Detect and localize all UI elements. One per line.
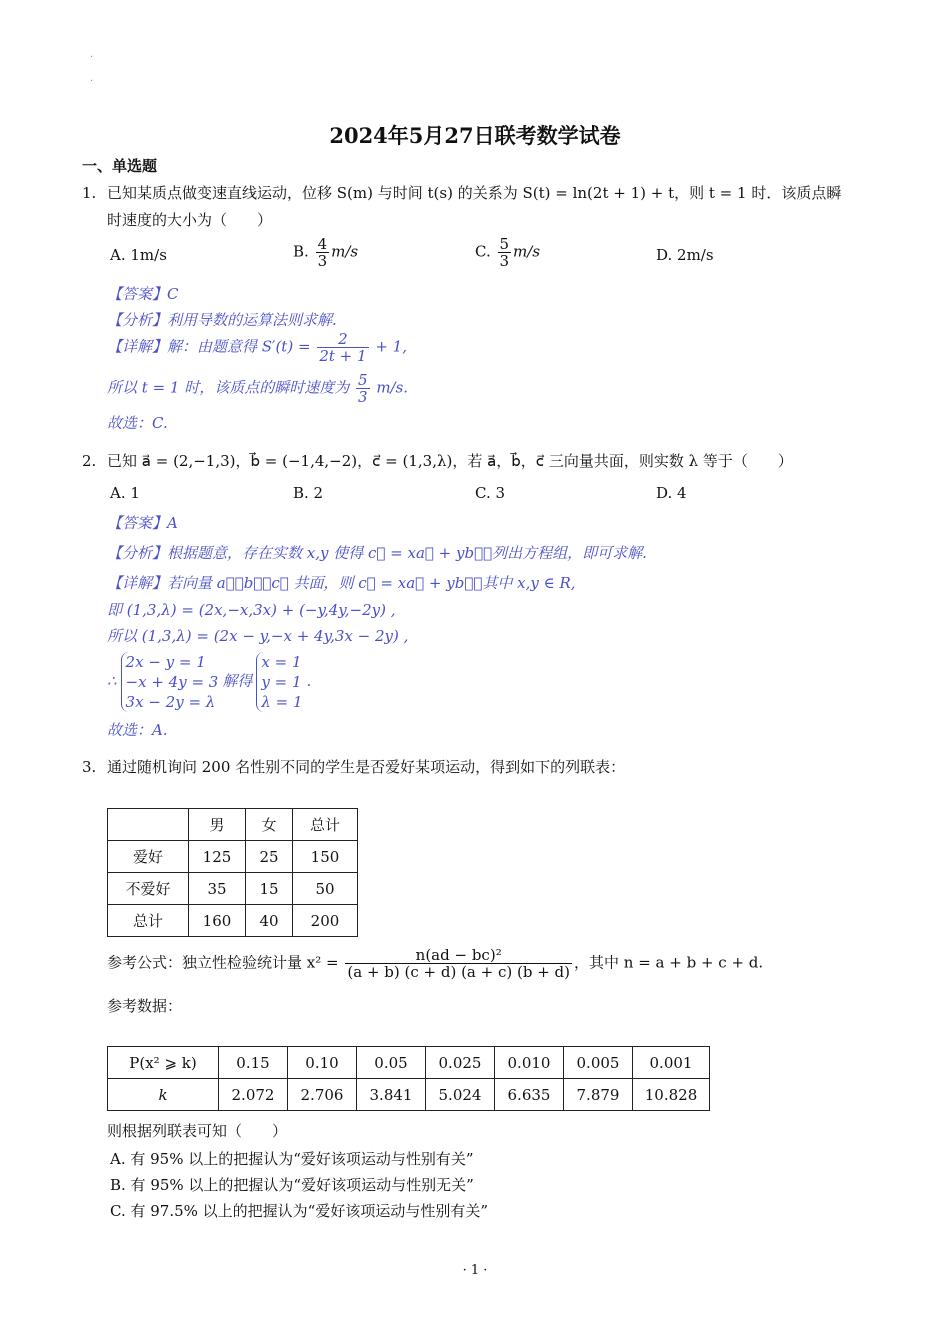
table-row: 总计 160 40 200 (108, 905, 358, 937)
reference-formula: 参考公式：独立性检验统计量 x² = $\frac{\text{n(ad − bc)²}}{(a + b) (c + d) (a + c) (b + d)}$ ，其中 n = a + b + c + d. (107, 946, 764, 981)
option-b: B. $\frac{4}{3}$ m/s (293, 235, 359, 270)
option-a: A. 1m/s (110, 246, 167, 264)
question-number: 2. (82, 452, 97, 470)
option-b: B. 有 95% 以上的把握认为“爱好该项运动与性别无关” (110, 1176, 474, 1194)
option-c: C. $\frac{5}{3}$ m/s (475, 235, 541, 270)
page-title: 2024年5月27日联考数学试卷 (329, 123, 621, 148)
option-a: A. 1 (110, 484, 140, 502)
detail-line: 所以 (1,3,λ) = (2x − y,−x + 4y,3x − 2y) , (107, 627, 409, 645)
critical-value-table (107, 1046, 710, 1111)
contingency-table (107, 808, 358, 937)
option-c: C. 3 (475, 484, 506, 502)
table-row: k 2.072 2.706 3.841 5.024 6.635 7.879 10.828 (108, 1079, 710, 1111)
reference-data-label: 参考数据： (107, 997, 183, 1015)
question-number: 1. (82, 184, 97, 202)
question-stem: 已知 a⃗ = (2,−1,3)，b⃗ = (−1,4,−2)，c⃗ = (1,3,λ)，若 a⃗，b⃗，c⃗ 三向量共面，则实数 λ 等于（ ） (107, 452, 793, 470)
header-mark: · (90, 52, 94, 63)
question-stem: 通过随机询问 200 名性别不同的学生是否爱好某项运动，得到如下的列联表： (107, 758, 626, 776)
section-heading: 一、单选题 (82, 157, 158, 175)
table-row: P(x² ⩾ k) 0.15 0.10 0.05 0.025 0.010 0.005 0.001 (108, 1047, 710, 1079)
option-d: D. 4 (656, 484, 687, 502)
header-mark: · (90, 76, 94, 87)
option-a: A. 有 95% 以上的把握认为“爱好该项运动与性别有关” (110, 1150, 474, 1168)
detail: 【详解】若向量 a⃗，b⃗，c⃗ 共面，则 c⃗ = xa⃗ + yb⃗，其中 x,y ∈ R, (107, 574, 576, 592)
analysis: 【分析】根据题意，存在实数 x,y 使得 c⃗ = xa⃗ + yb⃗，列出方程组，即可求解. (107, 544, 647, 562)
question-number: 3. (82, 758, 97, 776)
equation-system: ∴ 2x − y = 1 −x + 4y = 3 3x − 2y = λ 解得 x = 1 y = 1 λ = 1 . (107, 653, 312, 711)
table-row: 男 女 总计 (108, 809, 358, 841)
question-stem: 时速度的大小为（ ） (107, 211, 273, 229)
table-row: 不爱好 35 15 50 (108, 873, 358, 905)
answer: 【答案】C (107, 285, 179, 303)
analysis: 【分析】利用导数的运算法则求解. (107, 311, 337, 329)
detail: 【详解】解：由题意得 S′(t) = $\frac{2}{2t + 1}$ + 1, (107, 330, 407, 365)
option-c: C. 有 97.5% 以上的把握认为“爱好该项运动与性别有关” (110, 1202, 489, 1220)
detail-line: 即 (1,3,λ) = (2x,−x,3x) + (−y,4y,−2y) , (107, 601, 396, 619)
choose: 故选：A. (107, 721, 168, 739)
table-row: 爱好 125 25 150 (108, 841, 358, 873)
option-d: D. 2m/s (656, 246, 714, 264)
question-stem: 已知某质点做变速直线运动，位移 S(m) 与时间 t(s) 的关系为 S(t) = ln(2t + 1) + t，则 t = 1 时．该质点瞬 (107, 184, 842, 202)
option-b: B. 2 (293, 484, 324, 502)
page-number: · 1 · (462, 1263, 488, 1278)
answer: 【答案】A (107, 514, 178, 532)
question-conclusion: 则根据列联表可知（ ） (107, 1122, 288, 1140)
choose: 故选：C. (107, 414, 168, 432)
detail-result: 所以 t = 1 时，该质点的瞬时速度为 $\frac{5}{3}$ m/s. (107, 371, 409, 406)
